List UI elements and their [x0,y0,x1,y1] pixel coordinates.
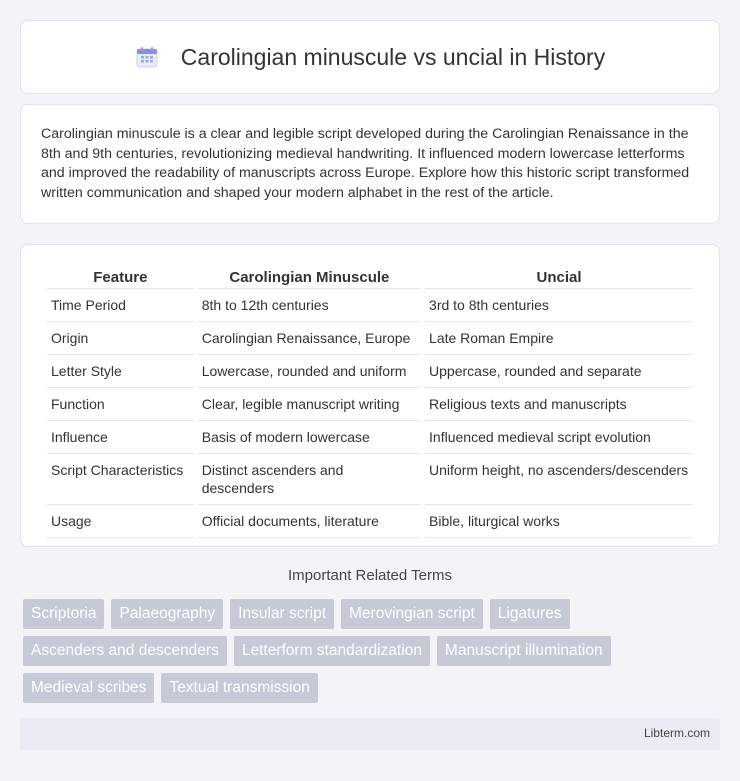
intro-card [20,104,720,224]
table-row [47,388,693,421]
table-row [47,355,693,388]
table-cell: Letter Style [47,355,194,388]
table-row [47,322,693,355]
table-cell: Basis of modern lowercase [198,421,421,454]
table-cell: 3rd to 8th centuries [425,289,693,322]
intro-text: Carolingian minuscule is a clear and legible script developed during the Carolingian Renaissance in the 8th and 9th centuries, revolutionizing medieval handwriting. It influenced modern lowercase letterforms and improved the readability of manuscripts across Europe. Explore how this historic script transformed written communication and shaped your modern alphabet in the rest of the article. [41,126,690,201]
table-cell: 8th to 12th centuries [198,289,421,322]
table-header-row [47,265,693,289]
related-terms-tags [23,599,723,703]
table-cell: Clear, legible manuscript writing [198,388,421,421]
table-cell: Script Characteristics [47,454,194,505]
footer-brand-link[interactable]: Libterm.com [643,726,710,740]
table-cell: Lowercase, rounded and uniform [198,355,421,388]
table-cell: Late Roman Empire [425,322,693,355]
comparison-table-card [20,244,720,547]
table-row [47,454,693,505]
column-header: Uncial [425,265,693,289]
table-cell: Influence [47,421,194,454]
table-row [47,505,693,538]
table-row [47,289,693,322]
related-term-tag[interactable]: Scriptoria [23,599,104,629]
table-cell: Function [47,388,194,421]
column-header: Feature [47,265,194,289]
table-cell: Usage [47,505,194,538]
table-cell: Uppercase, rounded and separate [425,355,693,388]
table-cell: Time Period [47,289,194,322]
related-term-tag[interactable]: Insular script [230,599,334,629]
related-term-tag[interactable]: Merovingian script [341,599,483,629]
table-cell: Carolingian Renaissance, Europe [198,322,421,355]
calendar-icon [135,45,159,69]
table-cell: Uniform height, no ascenders/descenders [425,454,693,505]
related-term-tag[interactable]: Ligatures [490,599,570,629]
footer [20,718,720,750]
related-term-tag[interactable]: Letterform standardization [234,636,430,666]
related-term-tag[interactable]: Palaeography [111,599,223,629]
related-term-tag[interactable]: Textual transmission [161,673,317,703]
table-cell: Origin [47,322,194,355]
table-cell: Religious texts and manuscripts [425,388,693,421]
table-cell: Official documents, literature [198,505,421,538]
related-term-tag[interactable]: Manuscript illumination [437,636,611,666]
table-cell: Distinct ascenders and descenders [198,454,421,505]
table-cell: Influenced medieval script evolution [425,421,693,454]
table-row [47,421,693,454]
column-header: Carolingian Minuscule [198,265,421,289]
comparison-table [43,265,697,538]
related-term-tag[interactable]: Medieval scribes [23,673,154,703]
related-terms-title: Important Related Terms [288,567,452,584]
related-term-tag[interactable]: Ascenders and descenders [23,636,227,666]
header-card [20,20,720,94]
page-title: Carolingian minuscule vs uncial in History [180,43,606,70]
table-cell: Bible, liturgical works [425,505,693,538]
